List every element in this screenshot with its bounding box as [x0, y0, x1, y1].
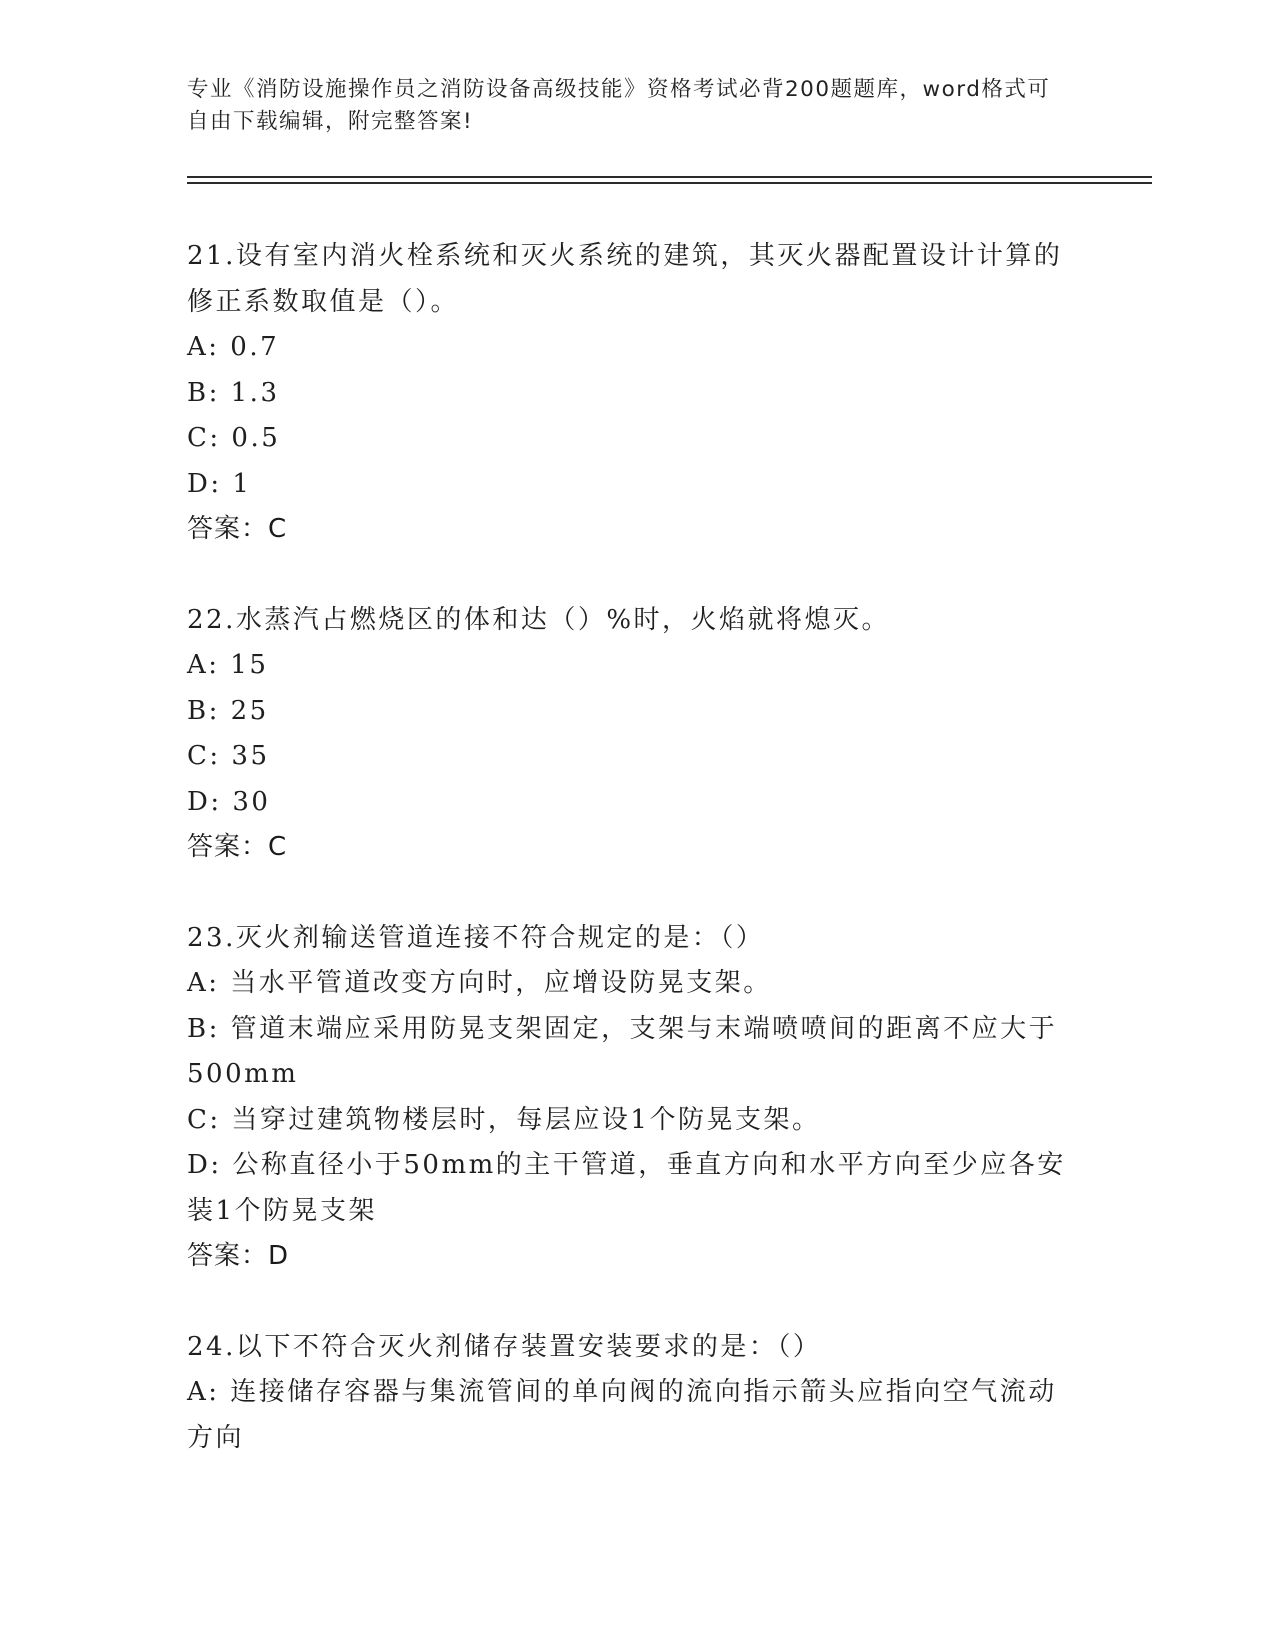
option-a: A: 0.7 [187, 332, 280, 362]
question-stem: 22.水蒸汽占燃烧区的体和达（）%时，火焰就将熄灭。 [187, 604, 891, 635]
question-22 [187, 598, 1067, 871]
option-d: D: 1 [187, 468, 252, 499]
option-c: C: 35 [187, 741, 270, 771]
question-stem: 24.以下不符合灭火剂储存装置安装要求的是：（） [187, 1331, 822, 1362]
question-stem: 23.灭火剂输送管道连接不符合规定的是：（） [187, 922, 765, 953]
option-c: C: 0.5 [187, 423, 281, 453]
option-b: B: 25 [187, 695, 269, 726]
option-d: D: 公称直径小于50mm的主干管道，垂直方向和水平方向至少应各安装1个防晃支架 [187, 1150, 1066, 1226]
option-a: A: 当水平管道改变方向时，应增设防晃支架。 [187, 968, 772, 998]
answer-line: 答案：C [187, 514, 288, 544]
option-d: D: 30 [187, 786, 271, 817]
question-stem: 21.设有室内消火栓系统和灭火系统的建筑，其灭火器配置设计计算的修正系数取值是（）。 [187, 241, 1063, 317]
option-b: B: 1.3 [187, 377, 280, 408]
question-24 [187, 1325, 1067, 1462]
option-a: A: 连接储存容器与集流管间的单向阀的流向指示箭头应指向空气流动方向 [187, 1377, 1057, 1453]
answer-line: 答案：C [187, 832, 288, 862]
header-text: 专业《消防设施操作员之消防设备高级技能》资格考试必背200题题库，word格式可自由下载编辑，附完整答案! [187, 77, 1051, 134]
option-c: C: 当穿过建筑物楼层时，每层应设1个防晃支架。 [187, 1104, 821, 1135]
question-21 [187, 234, 1067, 553]
header-divider-top [187, 176, 1152, 178]
option-b: B: 管道末端应采用防晃支架固定，支架与末端喷喷间的距离不应大于500mm [187, 1013, 1058, 1089]
question-list [187, 234, 1067, 1461]
header-divider-bottom [187, 182, 1152, 184]
answer-line: 答案：D [187, 1241, 290, 1271]
option-a: A: 15 [187, 650, 269, 680]
question-23 [187, 916, 1067, 1280]
document-header [187, 74, 1067, 138]
